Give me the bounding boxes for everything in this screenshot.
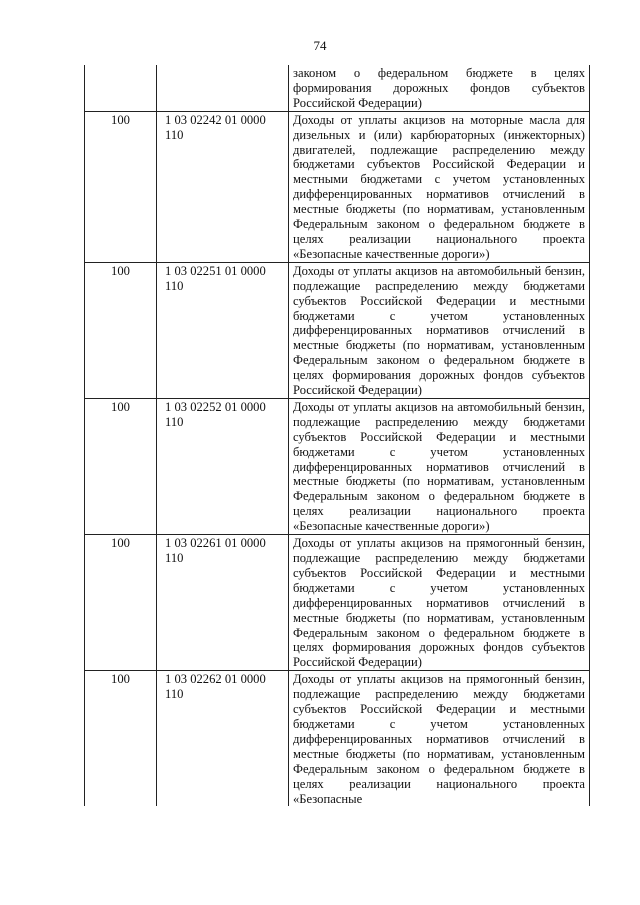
admin-code-cell: 100 — [85, 262, 157, 398]
revenue-codes-table — [84, 65, 590, 806]
table-row — [85, 398, 590, 534]
kbk-code-cell: 1 03 02262 01 0000 110 — [157, 671, 289, 807]
description-text: Доходы от уплаты акцизов на автомобильный бензин, подлежащие распределению между бюджетами субъектов Российской Федерации и местными бюджетами с учетом установленных дифференцированных нормативов отчислений в местные бюджеты (по нормативам, установленным Федеральным законом о федеральном бюджете в целях реализации национального проекта «Безопасные качественные дороги») — [293, 399, 585, 534]
admin-code-cell: 100 — [85, 111, 157, 262]
admin-code-cell: 100 — [85, 535, 157, 671]
kbk-code-cell: 1 03 02261 01 0000 110 — [157, 535, 289, 671]
kbk-code-cell — [157, 65, 289, 111]
table-row — [85, 65, 590, 111]
table-row — [85, 111, 590, 262]
description-cell — [289, 262, 590, 398]
description-text: законом о федеральном бюджете в целях формирования дорожных фондов субъектов Российской Федерации) — [293, 66, 585, 110]
description-text: Доходы от уплаты акцизов на автомобильный бензин, подлежащие распределению между бюджетами субъектов Российской Федерации и местными бюджетами с учетом установленных дифференцированных нормативов отчислений в местные бюджеты (по нормативам, установленным Федеральным законом о федеральном бюджете в целях формирования дорожных фондов субъектов Российской Федерации) — [293, 263, 585, 398]
description-text: Доходы от уплаты акцизов на прямогонный бензин, подлежащие распределению между бюджетами субъектов Российской Федерации и местными бюджетами с учетом установленных дифференцированных нормативов отчислений в местные бюджеты (по нормативам, установленным Федеральным законом о федеральном бюджете в целях реализации национального проекта «Безопасные — [293, 672, 585, 806]
table-row — [85, 535, 590, 671]
description-cell — [289, 65, 590, 111]
description-cell — [289, 111, 590, 262]
page-number: 74 — [313, 38, 327, 53]
kbk-code-cell: 1 03 02242 01 0000 110 — [157, 111, 289, 262]
admin-code-cell: 100 — [85, 671, 157, 807]
table-row — [85, 671, 590, 807]
description-text: Доходы от уплаты акцизов на прямогонный бензин, подлежащие распределению между бюджетами субъектов Российской Федерации и местными бюджетами с учетом установленных дифференцированных нормативов отчислений в местные бюджеты (по нормативам, установленным Федеральным законом о федеральном бюджете в целях формирования дорожных фондов субъектов Российской Федерации) — [293, 536, 585, 670]
description-text: Доходы от уплаты акцизов на моторные масла для дизельных и (или) карбюраторных (инжекторных) двигателей, подлежащие распределению между бюджетами субъектов Российской Федерации и местными бюджетами с учетом установленных дифференцированных нормативов отчислений в местные бюджеты (по нормативам, установленным Федеральным законом о федеральном бюджете в целях реализации национального проекта «Безопасные качественные дороги») — [293, 112, 585, 261]
description-cell — [289, 671, 590, 807]
description-cell — [289, 535, 590, 671]
kbk-code-cell: 1 03 02251 01 0000 110 — [157, 262, 289, 398]
admin-code-cell — [85, 65, 157, 111]
admin-code-cell: 100 — [85, 398, 157, 534]
description-cell — [289, 398, 590, 534]
kbk-code-cell: 1 03 02252 01 0000 110 — [157, 398, 289, 534]
table-row — [85, 262, 590, 398]
